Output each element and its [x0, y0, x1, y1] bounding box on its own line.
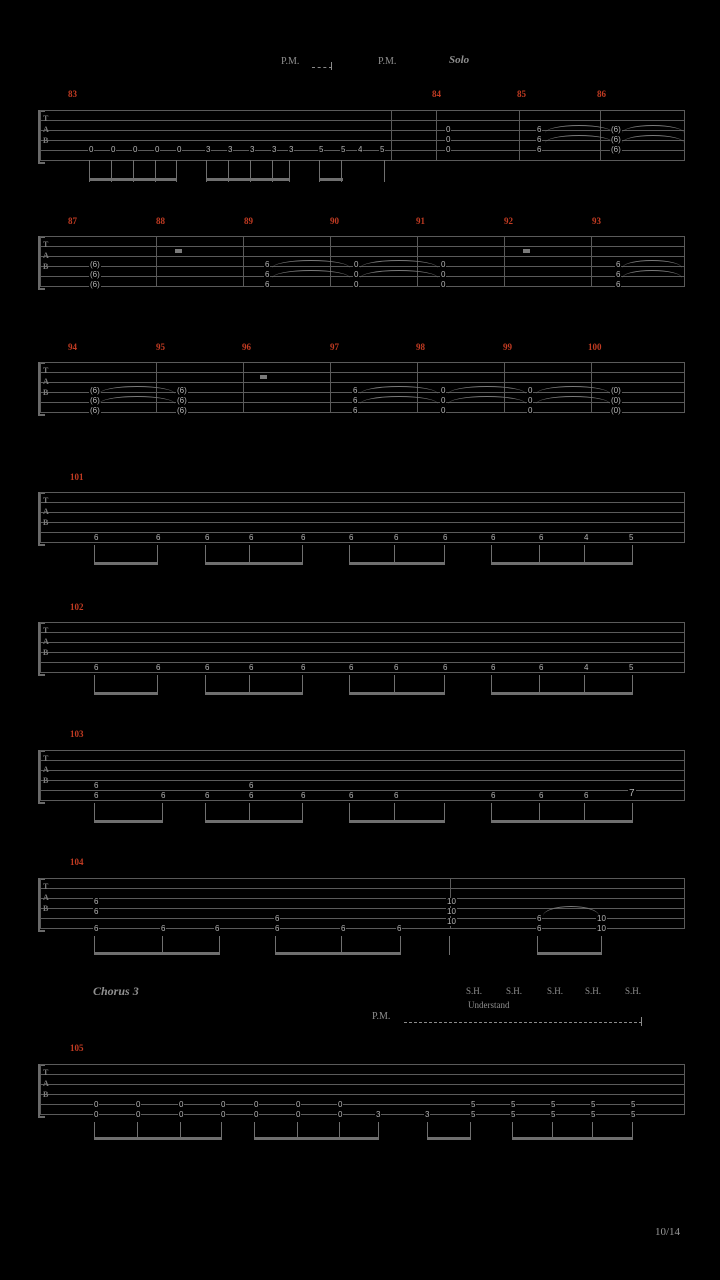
tab-note: (6) [177, 406, 187, 415]
tab-note: 5 [341, 145, 346, 154]
tab-note: 6 [205, 533, 210, 542]
staff-line [40, 1094, 685, 1095]
tab-note: (6) [90, 270, 100, 279]
beam [491, 692, 633, 695]
tab-note: 0 [441, 396, 446, 405]
rest [175, 249, 182, 253]
barline [40, 236, 41, 286]
tab-note: 6 [94, 533, 99, 542]
tab-note: 0 [441, 270, 446, 279]
tab-note: 0 [296, 1110, 301, 1119]
measure-number: 97 [330, 342, 339, 352]
tab-note: 0 [528, 406, 533, 415]
tab-note: 6 [537, 145, 542, 154]
tab-letter-A: A [43, 125, 49, 134]
tab-note: 0 [136, 1110, 141, 1119]
tab-note: 6 [265, 280, 270, 289]
beam [206, 178, 290, 181]
barline [591, 236, 592, 286]
measure-number: 104 [70, 857, 84, 867]
tab-note: 6 [94, 663, 99, 672]
stem [449, 936, 450, 955]
beam [537, 952, 602, 955]
system-7 [40, 878, 685, 928]
staff-line [40, 160, 685, 161]
barline [40, 878, 41, 928]
measure-number: 96 [242, 342, 251, 352]
tab-note: (0) [611, 406, 621, 415]
staff-line [40, 672, 685, 673]
tab-note: 5 [380, 145, 385, 154]
tab-note: 6 [265, 270, 270, 279]
staff-line [40, 542, 685, 543]
tab-note: 0 [89, 145, 94, 154]
tab-note: 6 [616, 280, 621, 289]
annotation-sh-3: S.H. [547, 986, 564, 996]
staff-line [40, 878, 685, 879]
tab-note: 10 [447, 907, 456, 916]
tab-note: (6) [177, 396, 187, 405]
tab-note: 6 [265, 260, 270, 269]
tab-note: 10 [447, 897, 456, 906]
tab-note: 0 [94, 1100, 99, 1109]
tab-note: (6) [177, 386, 187, 395]
tab-note: 0 [254, 1100, 259, 1109]
staff-line [40, 512, 685, 513]
tab-note: 6 [275, 924, 280, 933]
tab-note: 6 [539, 791, 544, 800]
beam [491, 820, 633, 823]
measure-number: 101 [70, 472, 84, 482]
beam [94, 820, 163, 823]
tab-letter-B: B [43, 648, 49, 657]
barline [40, 750, 41, 800]
annotation-sh-5: S.H. [625, 986, 642, 996]
staff-line [40, 760, 685, 761]
staff-line [40, 110, 685, 111]
beam [349, 820, 445, 823]
barline [391, 110, 392, 160]
measure-number: 85 [517, 89, 526, 99]
pm-bracket-3 [404, 1022, 642, 1023]
tab-letter-B: B [43, 776, 49, 785]
tab-letter-B: B [43, 262, 49, 271]
tab-note: 6 [616, 270, 621, 279]
measure-number: 95 [156, 342, 165, 352]
tab-note: 0 [446, 125, 451, 134]
tab-note: 6 [94, 791, 99, 800]
section-label-chorus3: Chorus 3 [93, 984, 139, 998]
tab-note: 7 [629, 788, 635, 799]
staff-line [40, 800, 685, 801]
tab-note: 6 [353, 406, 358, 415]
beam [319, 178, 343, 181]
tab-note: 6 [156, 533, 161, 542]
tab-letter-T: T [43, 496, 49, 505]
measure-number: 90 [330, 216, 339, 226]
tab-note: 5 [591, 1110, 596, 1119]
tab-note: 6 [156, 663, 161, 672]
tab-letter-B: B [43, 388, 49, 397]
tab-note: (6) [90, 396, 100, 405]
tab-note: (6) [611, 135, 621, 144]
tab-note: 6 [539, 663, 544, 672]
annotation-sh-2: S.H. [506, 986, 523, 996]
beam [205, 692, 303, 695]
beam [205, 562, 303, 565]
tab-note: 0 [254, 1110, 259, 1119]
barline [40, 110, 41, 160]
barline [40, 1064, 41, 1114]
staff-line [40, 770, 685, 771]
pm-bracket-1 [312, 67, 332, 68]
tab-note: 0 [441, 406, 446, 415]
tab-note: 0 [155, 145, 160, 154]
barline [684, 492, 685, 542]
measure-number: 89 [244, 216, 253, 226]
tab-note: 0 [136, 1100, 141, 1109]
barline [156, 236, 157, 286]
measure-number: 105 [70, 1043, 84, 1053]
tab-note: 0 [441, 386, 446, 395]
tab-note: 6 [249, 781, 254, 790]
tab-note: 6 [491, 533, 496, 542]
tab-note: 3 [272, 145, 277, 154]
tab-letter-A: A [43, 507, 49, 516]
rest [260, 375, 267, 379]
staff-line [40, 750, 685, 751]
tab-note: (6) [90, 386, 100, 395]
tab-note: 6 [537, 914, 542, 923]
beam [94, 562, 158, 565]
barline [243, 236, 244, 286]
tab-note: 0 [338, 1100, 343, 1109]
measure-number: 98 [416, 342, 425, 352]
staff-line [40, 236, 685, 237]
measure-number: 92 [504, 216, 513, 226]
tab-note: 6 [353, 386, 358, 395]
tab-note: 4 [584, 663, 589, 672]
tab-note: 6 [249, 663, 254, 672]
tab-letter-B: B [43, 518, 49, 527]
tab-note: 0 [133, 145, 138, 154]
tab-note: 10 [597, 924, 606, 933]
barline [684, 110, 685, 160]
barline [684, 362, 685, 412]
tab-note: 0 [446, 135, 451, 144]
tab-note: (6) [90, 280, 100, 289]
beam [349, 562, 445, 565]
tab-note: 6 [249, 533, 254, 542]
tab-letter-T: T [43, 754, 49, 763]
barline [436, 110, 437, 160]
tab-note: 0 [94, 1110, 99, 1119]
tab-note: 3 [250, 145, 255, 154]
staff-line [40, 372, 685, 373]
tab-note: 5 [551, 1110, 556, 1119]
barline [519, 110, 520, 160]
system-2 [40, 236, 685, 286]
beam [491, 562, 633, 565]
beam [94, 1137, 222, 1140]
staff-line [40, 522, 685, 523]
barline [40, 622, 41, 672]
tab-note: 6 [584, 791, 589, 800]
tab-note: 0 [528, 396, 533, 405]
tab-note: 5 [629, 663, 634, 672]
tab-letter-A: A [43, 765, 49, 774]
tab-note: (6) [611, 145, 621, 154]
tab-note: 0 [338, 1110, 343, 1119]
barline [243, 362, 244, 412]
rest [523, 249, 530, 253]
tab-note: 5 [471, 1110, 476, 1119]
tab-note: 5 [511, 1100, 516, 1109]
tab-note: (0) [611, 386, 621, 395]
measure-number: 84 [432, 89, 441, 99]
staff-line [40, 632, 685, 633]
tab-note: 0 [111, 145, 116, 154]
tab-note: 10 [597, 914, 606, 923]
barline [684, 236, 685, 286]
tab-letter-B: B [43, 136, 49, 145]
staff-line [40, 622, 685, 623]
tab-note: 5 [591, 1100, 596, 1109]
staff-line [40, 256, 685, 257]
tab-letter-A: A [43, 893, 49, 902]
tab-note: 6 [443, 663, 448, 672]
tab-note: 5 [511, 1110, 516, 1119]
tab-note: 0 [221, 1110, 226, 1119]
tab-note: 0 [179, 1110, 184, 1119]
staff-line [40, 928, 685, 929]
tab-letter-A: A [43, 637, 49, 646]
measure-number: 103 [70, 729, 84, 739]
staff-line [40, 888, 685, 889]
measure-number: 93 [592, 216, 601, 226]
barline [504, 236, 505, 286]
beam [89, 178, 177, 181]
beam [94, 952, 220, 955]
tab-note: 3 [425, 1110, 430, 1119]
staff-line [40, 652, 685, 653]
tab-letter-T: T [43, 626, 49, 635]
staff-line [40, 120, 685, 121]
staff-line [40, 362, 685, 363]
tab-letter-A: A [43, 377, 49, 386]
tab-note: 5 [629, 533, 634, 542]
tab-note: 5 [631, 1100, 636, 1109]
beam [349, 692, 445, 695]
beam [512, 1137, 633, 1140]
tab-note: 0 [354, 260, 359, 269]
annotation-pm-1: P.M. [281, 56, 300, 67]
tab-note: 3 [376, 1110, 381, 1119]
tab-note: (6) [90, 260, 100, 269]
tab-note: 6 [394, 663, 399, 672]
barline [40, 492, 41, 542]
barline [684, 622, 685, 672]
tab-note: 4 [584, 533, 589, 542]
tab-note: 6 [539, 533, 544, 542]
staff-line [40, 532, 685, 533]
staff-line [40, 898, 685, 899]
pm-bracket-end-3 [641, 1017, 642, 1026]
measure-number: 94 [68, 342, 77, 352]
tab-note: 6 [397, 924, 402, 933]
tab-note: 6 [249, 791, 254, 800]
tab-note: 0 [354, 280, 359, 289]
tab-note: 6 [349, 663, 354, 672]
tab-note: 3 [206, 145, 211, 154]
tab-letter-T: T [43, 1068, 49, 1077]
staff-line [40, 1084, 685, 1085]
barline [684, 878, 685, 928]
tab-note: 6 [394, 791, 399, 800]
tab-note: 6 [443, 533, 448, 542]
tab-note: 6 [537, 125, 542, 134]
barline [684, 750, 685, 800]
tab-note: 6 [341, 924, 346, 933]
staff-line [40, 1074, 685, 1075]
stem [384, 160, 385, 182]
tab-note: 5 [551, 1100, 556, 1109]
tab-note: 6 [301, 663, 306, 672]
beam [205, 820, 303, 823]
tab-note: 6 [94, 897, 99, 906]
beam [275, 952, 401, 955]
tab-note: 5 [319, 145, 324, 154]
tab-note: 6 [215, 924, 220, 933]
annotation-solo: Solo [449, 54, 470, 66]
tab-note: 6 [349, 533, 354, 542]
beam [427, 1137, 471, 1140]
tab-note: 6 [491, 791, 496, 800]
tab-note: 3 [289, 145, 294, 154]
lyric-understand: Understand [468, 1000, 510, 1010]
tab-letter-B: B [43, 1090, 49, 1099]
staff-line [40, 412, 685, 413]
tab-letter-T: T [43, 366, 49, 375]
tab-note: 5 [471, 1100, 476, 1109]
annotation-pm-2: P.M. [378, 56, 397, 67]
tab-note: 6 [353, 396, 358, 405]
measure-number: 102 [70, 602, 84, 612]
staff-line [40, 286, 685, 287]
staff-line [40, 662, 685, 663]
staff-line [40, 780, 685, 781]
tab-note: 0 [179, 1100, 184, 1109]
tab-letter-T: T [43, 114, 49, 123]
barline [40, 362, 41, 412]
page-number: 10/14 [654, 1226, 680, 1238]
tab-letter-T: T [43, 240, 49, 249]
tab-note: 0 [177, 145, 182, 154]
measure-number: 100 [588, 342, 602, 352]
tab-note: 6 [616, 260, 621, 269]
tab-note: 6 [205, 791, 210, 800]
staff-line [40, 246, 685, 247]
tab-note: 6 [491, 663, 496, 672]
staff-line [40, 492, 685, 493]
measure-number: 88 [156, 216, 165, 226]
tab-note: 6 [537, 924, 542, 933]
staff-line [40, 502, 685, 503]
tab-note: 3 [228, 145, 233, 154]
tab-note: 0 [528, 386, 533, 395]
staff-line [40, 790, 685, 791]
measure-number: 83 [68, 89, 77, 99]
tab-note: 6 [349, 791, 354, 800]
tab-note: 6 [301, 533, 306, 542]
tab-note: 6 [94, 907, 99, 916]
tab-letter-A: A [43, 1079, 49, 1088]
tab-note: 0 [441, 280, 446, 289]
tab-letter-T: T [43, 882, 49, 891]
staff-line [40, 382, 685, 383]
measure-number: 86 [597, 89, 606, 99]
tab-note: (6) [611, 125, 621, 134]
beam [94, 692, 158, 695]
tab-note: 4 [358, 145, 363, 154]
tab-note: 6 [94, 924, 99, 933]
tab-note: 6 [161, 791, 166, 800]
measure-number: 91 [416, 216, 425, 226]
tab-note: (6) [90, 406, 100, 415]
staff-line [40, 642, 685, 643]
annotation-pm-3: P.M. [372, 1011, 391, 1022]
tab-note: 0 [296, 1100, 301, 1109]
staff-line [40, 1064, 685, 1065]
annotation-sh-1: S.H. [466, 986, 483, 996]
tab-note: 0 [221, 1100, 226, 1109]
tab-note: 6 [537, 135, 542, 144]
tab-note: (0) [611, 396, 621, 405]
tab-note: 6 [301, 791, 306, 800]
tab-note: 5 [631, 1110, 636, 1119]
tab-note: 6 [205, 663, 210, 672]
barline [600, 110, 601, 160]
measure-number: 99 [503, 342, 512, 352]
barline [684, 1064, 685, 1114]
tab-note: 0 [446, 145, 451, 154]
tab-note: 0 [441, 260, 446, 269]
tab-note: 6 [94, 781, 99, 790]
staff-line [40, 918, 685, 919]
tab-note: 6 [275, 914, 280, 923]
tab-letter-A: A [43, 251, 49, 260]
tab-letter-B: B [43, 904, 49, 913]
tab-note: 10 [447, 917, 456, 926]
pm-bracket-end-1 [331, 62, 332, 70]
annotation-sh-4: S.H. [585, 986, 602, 996]
measure-number: 87 [68, 216, 77, 226]
beam [254, 1137, 379, 1140]
tab-note: 6 [161, 924, 166, 933]
tab-note: 6 [394, 533, 399, 542]
barline [330, 362, 331, 412]
tab-note: 0 [354, 270, 359, 279]
